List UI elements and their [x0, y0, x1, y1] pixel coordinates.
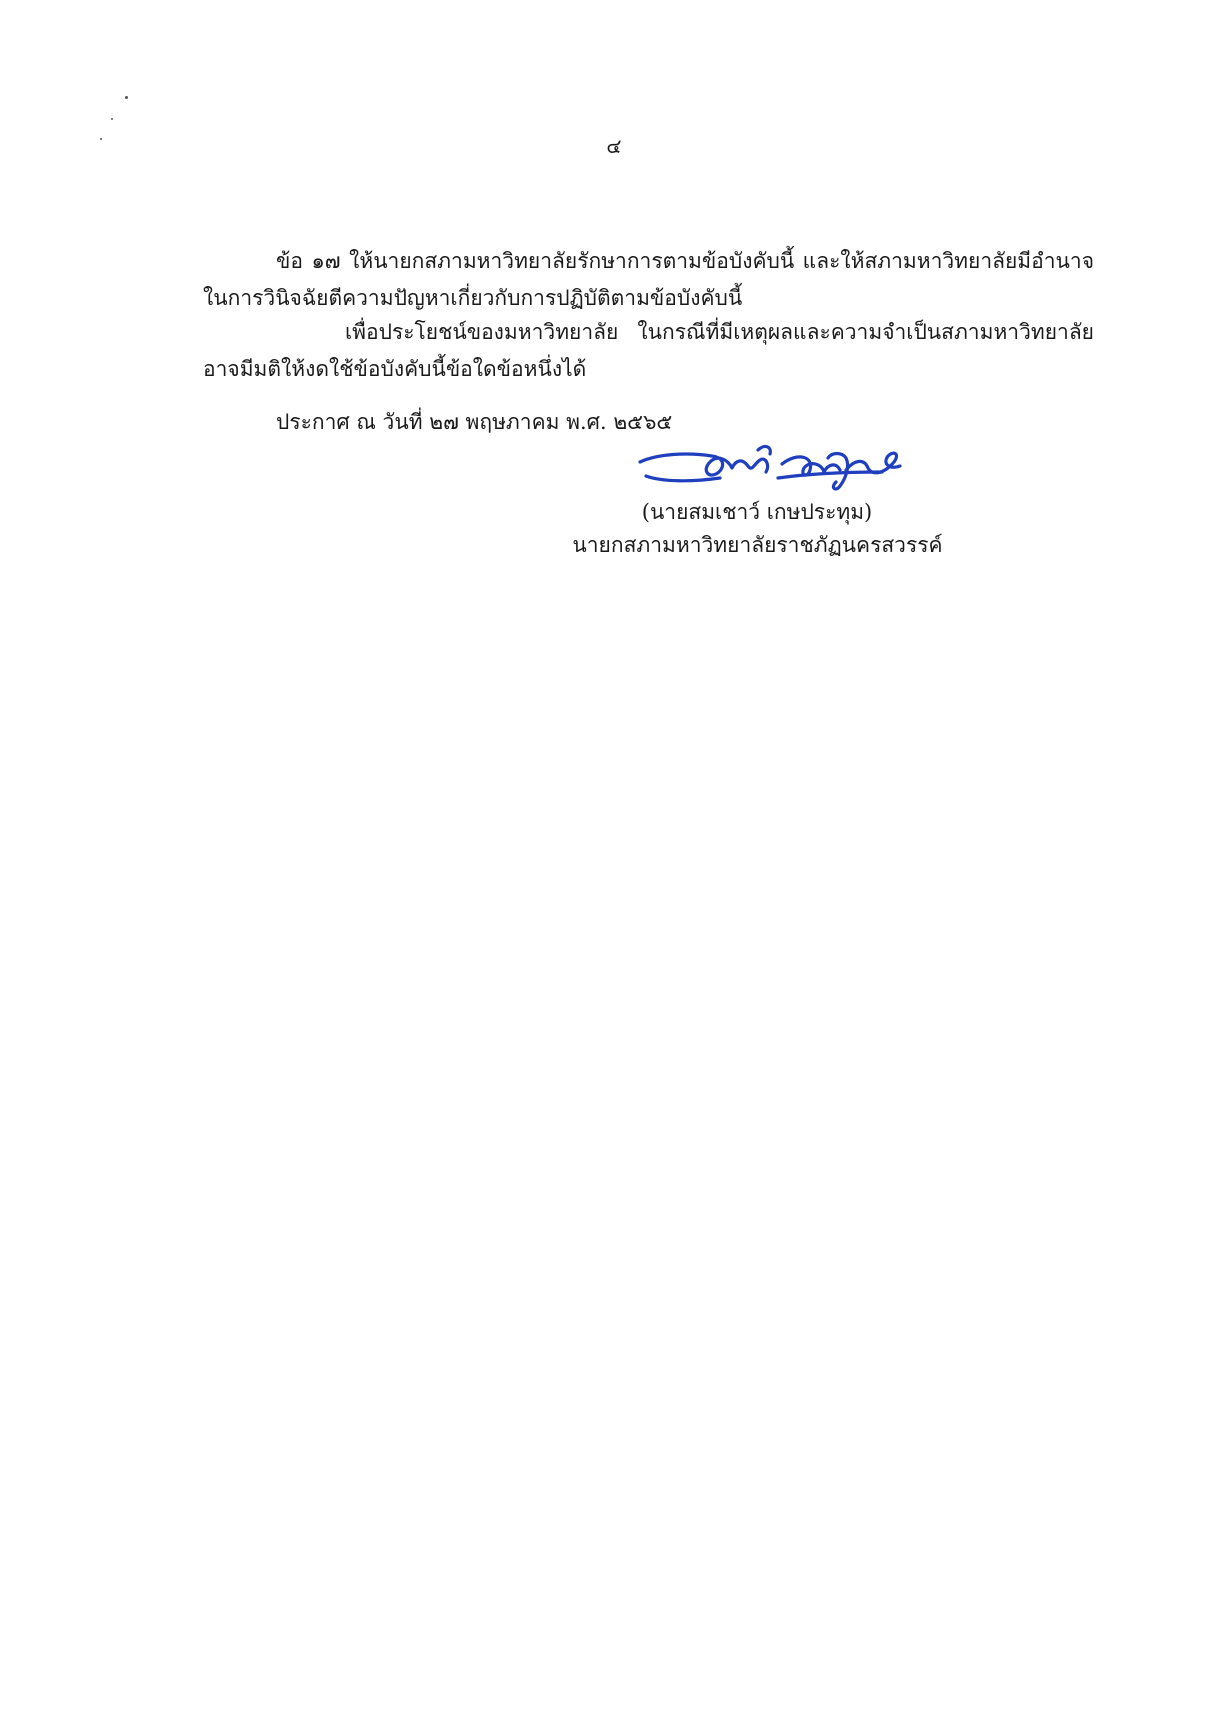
benefit-paragraph-line-2: อาจมีมติให้งดใช้ข้อบังคับนี้ข้อใดข้อหนึ่งได้: [203, 357, 587, 381]
scan-speck: [125, 96, 128, 99]
clause-17-line-2: ในการวินิจฉัยตีความปัญหาเกี่ยวกับการปฏิบัติตามข้อบังคับนี้: [203, 286, 743, 310]
scan-speck: [111, 118, 113, 120]
signatory-name: (นายสมเชาว์ เกษประทุม): [641, 500, 873, 524]
announcement-date: ประกาศ ณ วันที่ ๒๗ พฤษภาคม พ.ศ. ๒๕๖๕: [276, 410, 673, 434]
signatory-title: นายกสภามหาวิทยาลัยราชภัฏนครสวรรค์: [572, 533, 943, 557]
clause-17-line-1: ข้อ ๑๗ ให้นายกสภามหาวิทยาลัยรักษาการตามข้อบังคับนี้ และให้สภามหาวิทยาลัยมีอำนาจ: [276, 249, 1094, 273]
page-number: ๔: [606, 134, 622, 158]
benefit-paragraph-line-1: เพื่อประโยชน์ของมหาวิทยาลัย ในกรณีที่มีเหตุผลและความจำเป็นสภามหาวิทยาลัย: [345, 320, 1094, 344]
